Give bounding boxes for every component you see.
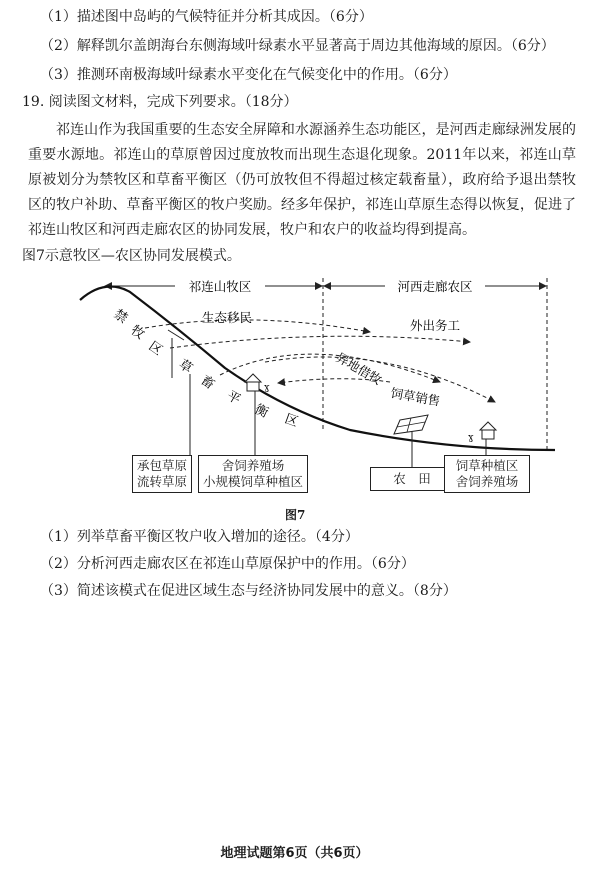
- sub-question-1: （1）列举草畜平衡区牧户收入增加的途径。（4分）: [40, 529, 359, 545]
- question-19-material: [28, 118, 576, 243]
- prev-question-2: （2）解释凯尔盖朗海台东侧海域叶绿素水平显著高于周边其他海域的原因。（6分）: [40, 38, 555, 54]
- figure-caption: 图7: [285, 508, 306, 522]
- sub-question-2: （2）分析河西走廊农区在祁连山草原保护中的作用。（6分）: [40, 556, 415, 572]
- jinmu-char-2: 牧: [127, 322, 147, 343]
- sub-question-3: （3）简述该模式在促进区域生态与经济协同发展中的意义。（8分）: [40, 583, 457, 599]
- material-text: 祁连山作为我国重要的生态安全屏障和水源涵养生态功能区，是河西走廊绿洲发展的重要水源地。祁连山的草原曾因过度放牧而出现生态退化现象。2011年以来，祁连山草原被划分为禁牧区和草畜平衡区（仍可放牧但不得超过核定载畜量），政府给予退出禁牧区的牧户补助、草畜平衡区的牧户奖励。经多年保护，祁连山草原生态得以恢复，促进了祁连山牧区和河西走廊农区的协同发展，牧户和农户的收益均得到提高。: [28, 122, 576, 238]
- box-contract-grassland: [132, 455, 192, 493]
- house-icon: [245, 374, 270, 393]
- prev-question-3: （3）推测环南极海域叶绿素水平变化在气候变化中的作用。（6分）: [40, 67, 457, 83]
- box-shed-farming: [198, 455, 308, 493]
- box-farmland: 农 田: [370, 467, 454, 491]
- label-forage-sales: 饲草销售: [389, 385, 442, 409]
- caoxu-char-2: 畜: [197, 372, 217, 393]
- question-19-heading: 19. 阅读图文材料，完成下列要求。（18分）: [22, 94, 298, 110]
- box-forage-planting: [444, 455, 530, 493]
- jinmu-char-3: 区: [145, 338, 165, 359]
- caoxu-char-4: 衡: [252, 402, 271, 422]
- zone-left-label: 祁连山牧区: [188, 279, 252, 294]
- crop-icon: ɣ: [264, 383, 270, 393]
- label-ecological-migration: 生态移民: [202, 310, 253, 325]
- terrain-profile-curve: [80, 287, 555, 450]
- figure-7-diagram: [50, 270, 562, 502]
- page-footer: 地理试题第6页（共6页）: [220, 846, 369, 861]
- box2-line1: 舍饲养殖场: [221, 458, 285, 473]
- box1-line1: 承包草原: [137, 458, 188, 473]
- label-outside-work: 外出务工: [410, 318, 461, 333]
- label-grazing-elsewhere: 异地借牧: [333, 349, 385, 388]
- zone-right-label: 河西走廊农区: [397, 279, 473, 294]
- field-grid-icon: [394, 415, 428, 434]
- box2-line2: 小规模饲草种植区: [203, 474, 304, 489]
- prev-question-1: （1）描述图中岛屿的气候特征并分析其成因。（6分）: [40, 9, 373, 25]
- caoxu-char-3: 平: [224, 388, 243, 408]
- box1-line2: 流转草原: [137, 474, 188, 489]
- crop-icon: ɣ: [468, 433, 474, 443]
- caoxu-char-1: 草: [175, 356, 195, 377]
- house-icon: [468, 422, 496, 443]
- figure-intro: 图7示意牧区—农区协同发展模式。: [22, 248, 241, 264]
- caoxu-char-5: 区: [282, 411, 300, 431]
- box4-line2: 舍饲养殖场: [455, 474, 519, 489]
- box4-line1: 饲草种植区: [455, 458, 519, 473]
- jinmu-char-1: 禁: [110, 306, 130, 327]
- arrow-outside-work: [170, 336, 470, 348]
